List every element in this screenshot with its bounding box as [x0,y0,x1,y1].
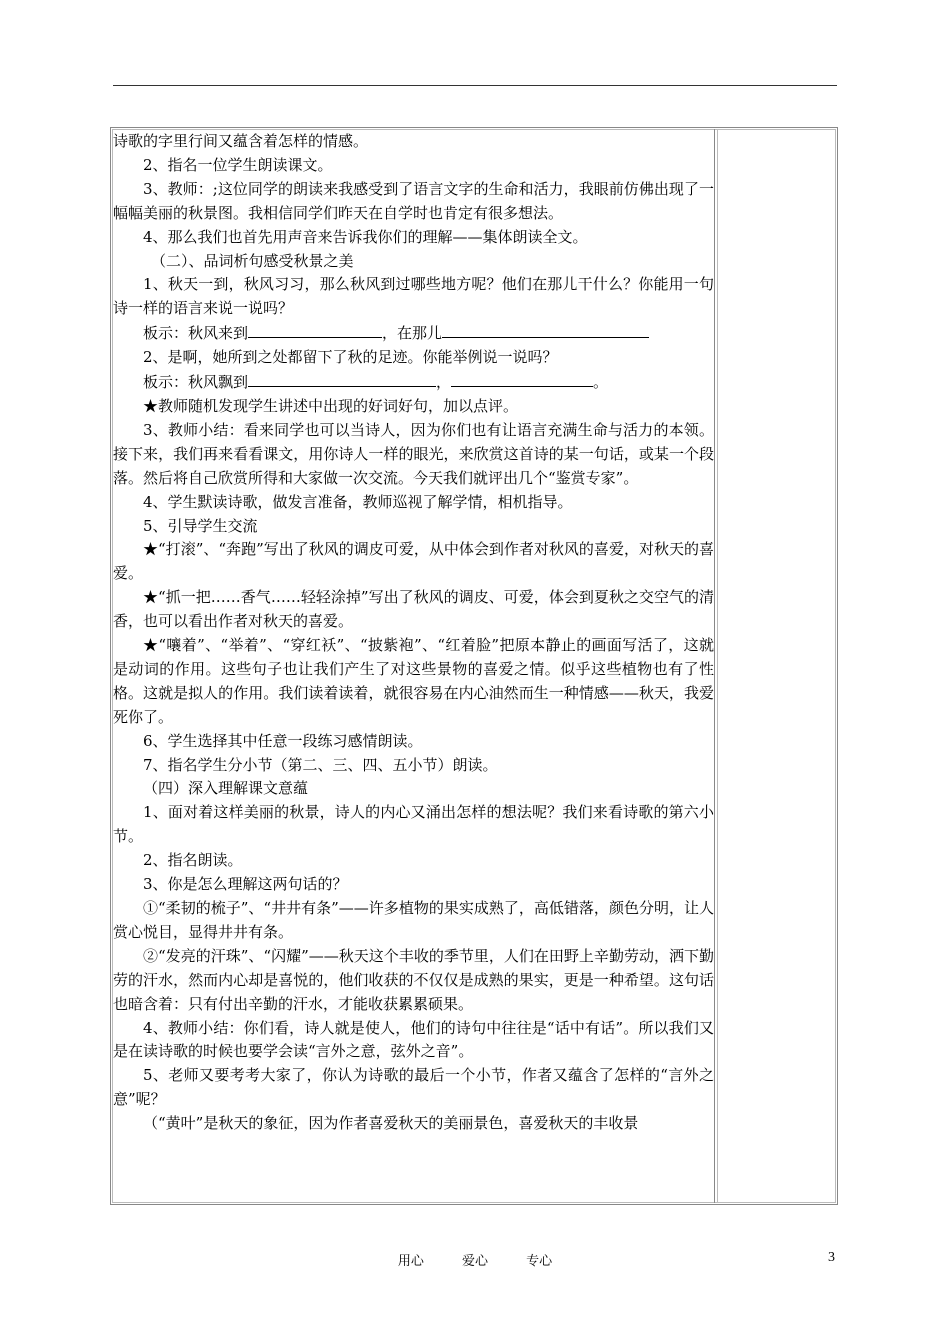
paragraph: 3、你是怎么理解这两句话的？ [143,875,348,894]
fill-blank [451,370,593,387]
footer-motto [0,1250,950,1269]
board-note-2 [113,370,714,395]
paragraph: 4、教师小结：你们看，诗人就是使人，他们的诗句中往往是“话中有话”。所以我们又是在读诗歌的时候也要学会读“言外之意，弦外之音”。 [113,1018,714,1061]
paragraph: 3、教师小结：看来同学也可以当诗人，因为你们也有让语言充满生命与活力的本领。接下来，我们再来看看课文，用你诗人一样的眼光，来欣赏这首诗的某一句话，或某一个段落。然后将自己欣赏所得和大家做一次交流。今天我们就评出几个“鉴赏专家”。 [113,420,714,487]
board-note-mid: ， [436,373,452,392]
paragraph: 4、学生默读诗歌，做发言准备，教师巡视了解学情，相机指导。 [143,492,573,511]
paragraph: 7、指名学生分小节（第二、三、四、五小节）朗读。 [143,755,498,774]
paragraph: 2、指名朗读。 [143,851,243,870]
lesson-text-cell [113,130,714,1202]
paragraph: ①“柔韧的梳子”、“井井有条”——许多植物的果实成熟了，高低错落，颜色分明，让人赏心悦目，显得井井有条。 [113,899,714,941]
fill-blank [248,321,382,338]
paragraph: （“黄叶”是秋天的象征，因为作者喜爱秋天的美丽景色，喜爱秋天的丰收景 [143,1114,639,1133]
board-note-1 [113,321,714,346]
paragraph: 2、指名一位学生朗读课文。 [143,155,333,174]
board-note-prefix: 板示：秋风来到 [143,324,249,343]
paragraph: 5、老师又要考考大家了，你认为诗歌的最后一个小节，作者又蕴含了怎样的“言外之意”呢？ [113,1066,714,1109]
section-heading: （四）深入理解课文意蕴 [143,779,309,798]
footer-word: 用心 [397,1254,424,1269]
section-heading: （二）、品词析句感受秋景之美 [151,251,354,270]
paragraph: ②“发亮的汗珠”、“闪耀”——秋天这个丰收的季节里，人们在田野上辛勤劳动，洒下勤劳的汗水，然而内心却是喜悦的，他们收获的不仅仅是成熟的果实，更是一种希望。这句话也暗含着：只有付出辛勤的汗水，才能收获累累硕果。 [113,946,714,1013]
paragraph: 5、引导学生交流 [143,516,258,535]
page-number: 3 [828,1250,835,1265]
paragraph: 诗歌的字里行间又蕴含着怎样的情感。 [113,132,369,150]
paragraph: ★“抓一把……香气……轻轻涂掉”写出了秋风的调皮、可爱，体会到夏秋之交空气的清香，也可以看出作者对秋天的喜爱。 [113,588,714,631]
paragraph: 1、秋天一到，秋风习习，那么秋风到过哪些地方呢？他们在那儿干什么？你能用一句诗一样的语言来说一说吗？ [113,275,714,318]
fill-blank [442,321,649,338]
board-note-mid: ，在那儿 [382,324,443,343]
board-note-prefix: 板示：秋风飘到 [143,373,249,392]
footer-word: 爱心 [461,1254,488,1269]
paragraph: 1、面对着这样美丽的秋景，诗人的内心又涌出怎样的想法呢？我们来看诗歌的第六小节。 [113,803,714,846]
board-note-end: 。 [593,373,609,392]
paragraph: 3、教师：;这位同学的朗读来我感受到了语言文字的生命和活力，我眼前仿佛出现了一幅幅美丽的秋景图。我相信同学们昨天在自学时也肯定有很多想法。 [113,179,714,222]
paragraph: ★“嚷着”、“举着”、“穿红袄”、“披紫袍”、“红着脸”把原本静止的画面写活了，这就是动词的作用。这些句子也让我们产生了对这些景物的喜爱之情。似乎这些植物也有了性格。这就是拟人的作用。我们读着读着，就很容易在内心油然而生一种情感——秋天，我爱死你了。 [113,636,714,726]
paragraph: 4、那么我们也首先用声音来告诉我你们的理解——集体朗读全文。 [143,227,588,246]
footer-word: 专心 [526,1254,553,1269]
paragraph: ★“打滚”、“奔跑”写出了秋风的调皮可爱，从中体会到作者对秋风的喜爱，对秋天的喜爱。 [113,540,714,583]
paragraph: 2、是啊，她所到之处都留下了秋的足迹。你能举例说一说吗？ [143,348,558,367]
column-divider [714,129,715,1203]
header-rule [113,85,837,86]
fill-blank [248,370,436,387]
column-divider-inner [717,129,718,1203]
paragraph: ★教师随机发现学生讲述中出现的好词好句，加以点评。 [143,396,519,415]
paragraph: 6、学生选择其中任意一段练习感情朗读。 [143,731,423,750]
